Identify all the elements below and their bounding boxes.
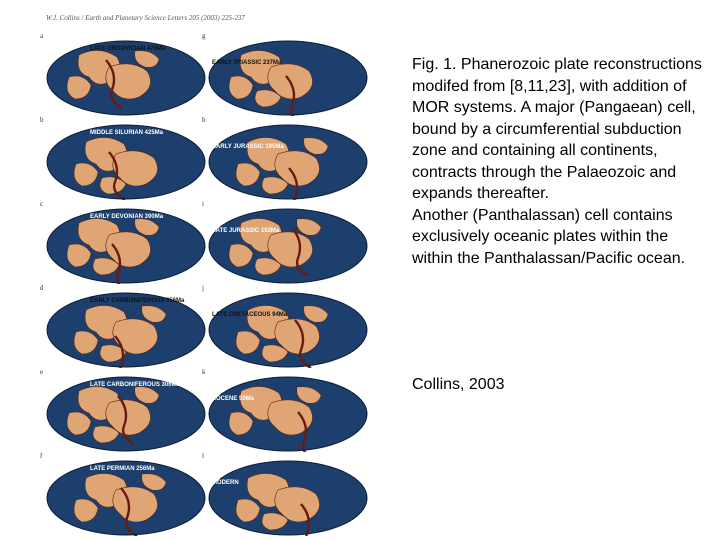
panel-letter-i: i: [202, 200, 204, 208]
map-title-e: LATE CARBONIFEROUS 306Ma: [90, 382, 180, 388]
map-title-g: EARLY TRIASSIC 237Ma: [212, 60, 282, 66]
map-panel-b: [46, 124, 206, 200]
panel-letter-d: d: [40, 284, 44, 292]
map-panel-k: [208, 376, 368, 452]
map-panel-e: [46, 376, 206, 452]
panel-letter-k: k: [202, 368, 206, 376]
map-panel-d: [46, 292, 206, 368]
panel-letter-h: h: [202, 116, 206, 124]
plate-reconstruction-figure: [40, 14, 385, 540]
map-title-l: MODERN: [212, 480, 239, 486]
globe-map-i: [208, 208, 368, 284]
globe-map-k: [208, 376, 368, 452]
map-title-h: EARLY JURASSIC 195Ma: [212, 144, 284, 150]
map-title-c: EARLY DEVONIAN 390Ma: [90, 214, 164, 220]
caption-text: Fig. 1. Phanerozoic plate reconstructions modifed from [8,11,23], with addition of MOR systems. A major (Pangaean) cell, bound by a circumferential subduction zone and containing all continents, contracts through the Palaeozoic and expands thereafter. Another (Panthalassan) cell contains exclusively oceanic plates within the within the Panthalassan/Pacific ocean.: [412, 56, 702, 267]
caption-credit: Collins, 2003: [412, 376, 505, 393]
panel-letter-e: e: [40, 368, 44, 376]
map-title-a: LATE ORDOVICIAN 470Ma: [90, 46, 166, 52]
panel-letter-f: f: [40, 452, 43, 460]
map-panel-j: [208, 292, 368, 368]
globe-map-h: [208, 124, 368, 200]
map-panel-h: [208, 124, 368, 200]
globe-map-j: [208, 292, 368, 368]
panel-letter-a: a: [40, 32, 44, 40]
map-title-b: MIDDLE SILURIAN 425Ma: [90, 130, 164, 136]
map-panel-f: [46, 460, 206, 536]
map-title-f: LATE PERMIAN 256Ma: [90, 466, 155, 472]
map-panel-a: [46, 40, 206, 116]
panel-letter-b: b: [40, 116, 44, 124]
map-title-j: LATE CRETACEOUS 94Ma: [212, 312, 288, 318]
map-title-d: EARLY CARBONIFEROUS 356Ma: [90, 298, 185, 304]
globe-map-g: [208, 40, 368, 116]
panel-letter-g: g: [202, 32, 206, 40]
figure-caption: [412, 54, 702, 269]
map-panel-g: [208, 40, 368, 116]
journal-citation-header: W.J. Collins / Earth and Planetary Science Letters 205 (2003) 225-237: [46, 14, 245, 22]
map-panel-i: [208, 208, 368, 284]
globe-map-l: [208, 460, 368, 536]
panel-letter-j: j: [202, 284, 204, 292]
panel-letter-c: c: [40, 200, 44, 208]
panel-letter-l: l: [202, 452, 204, 460]
map-panel-l: [208, 460, 368, 536]
map-title-k: EOCENE 50Ma: [212, 396, 255, 402]
map-title-i: LATE JURASSIC 152Ma: [212, 228, 280, 234]
map-panel-c: [46, 208, 206, 284]
